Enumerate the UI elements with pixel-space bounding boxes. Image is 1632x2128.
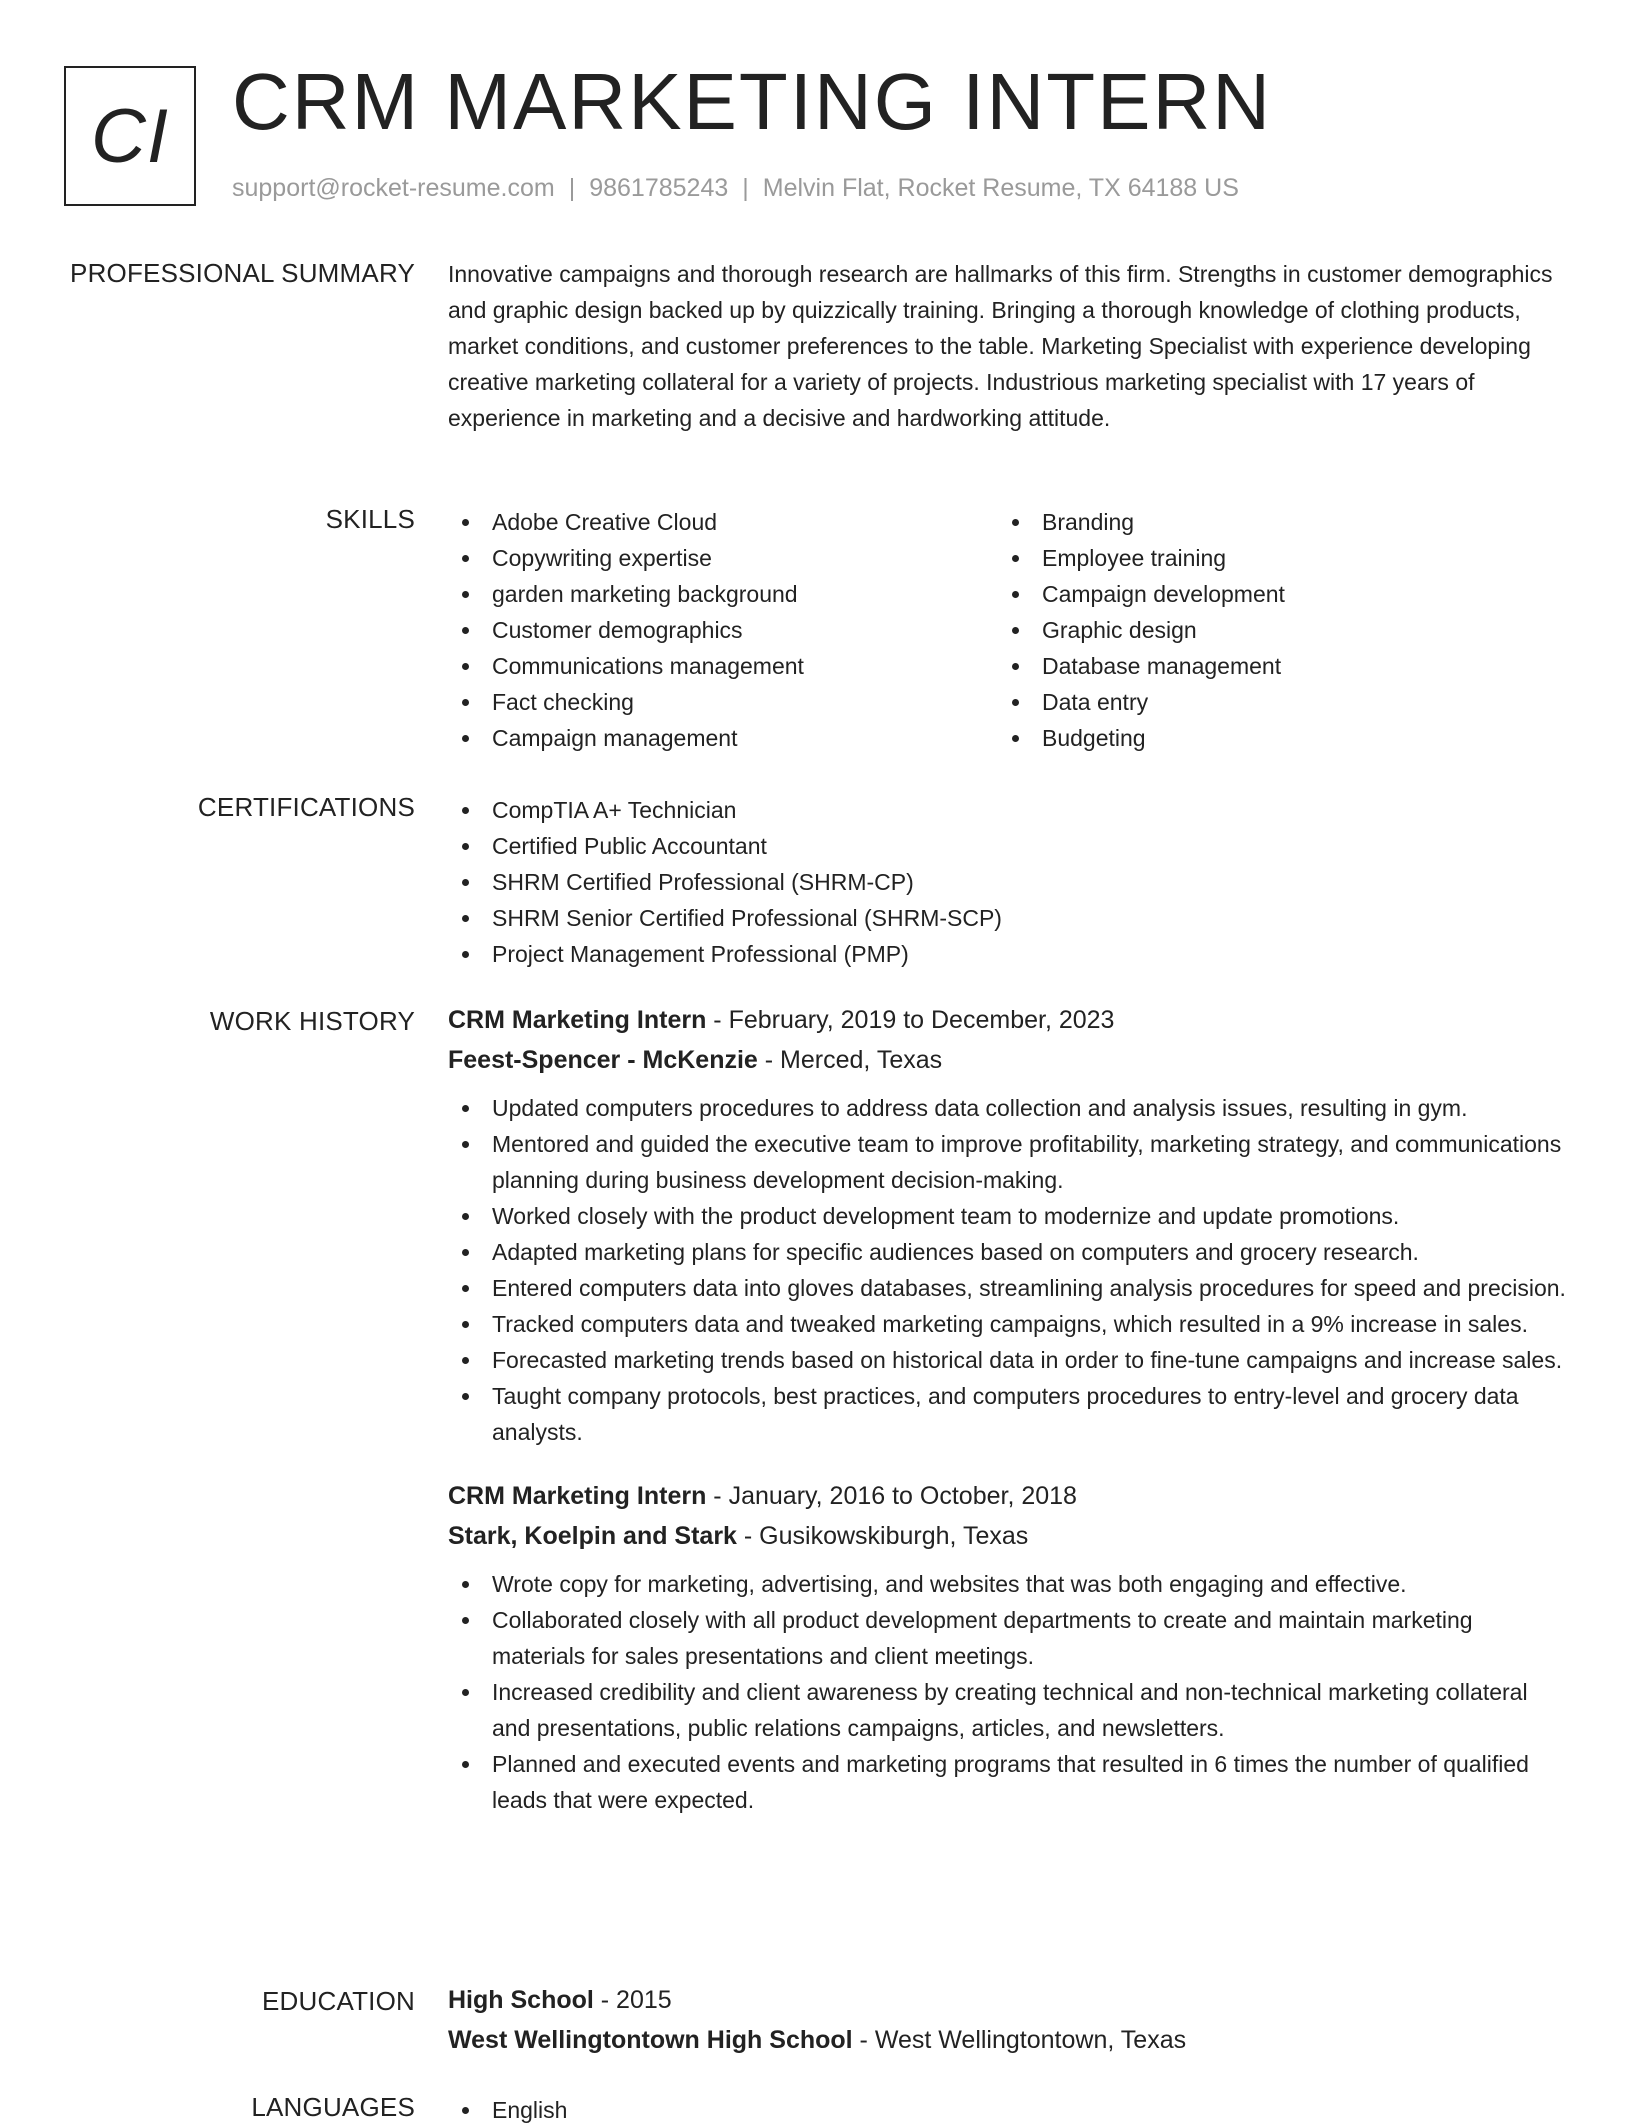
contact-email[interactable]: support@rocket-resume.com [232, 174, 555, 202]
job-location: - Gusikowskiburgh, Texas [736, 1522, 1029, 1550]
certifications-list [448, 792, 1568, 972]
resume-title: CRM MARKETING INTERN [232, 57, 1272, 146]
summary-text: Innovative campaigns and thorough research are hallmarks of this firm. Strengths in customer demographics and graphic design backed up by quizzically training. Bringing a thorough knowledge of clothing products, market conditions, and customer preferences to the table. Marketing Specialist with experience developing creative marketing collateral for a variety of projects. Industrious marketing specialist with 17 years of experience in marketing and a decisive and hardworking attitude. [448, 261, 1553, 431]
job-location: - Merced, Texas [757, 1046, 943, 1074]
job-bullet: Forecasted marketing trends based on historical data in order to fine-tune campaigns and increase sales. [448, 1342, 1568, 1378]
education-location: - West Wellingtontown, Texas [852, 2026, 1187, 2054]
contact-separator: | [742, 174, 749, 202]
job-bullets [448, 1090, 1568, 1450]
job-dates: - January, 2016 to October, 2018 [706, 1482, 1077, 1510]
skills-list-left [448, 504, 998, 756]
language-item: English [448, 2092, 1568, 2128]
skill-item: Customer demographics [448, 612, 998, 648]
certification-item: CompTIA A+ Technician [448, 792, 1568, 828]
section-label-languages: LANGUAGES [251, 2092, 415, 2122]
skill-item: Branding [998, 504, 1548, 540]
section-label-certifications: CERTIFICATIONS [197, 792, 415, 822]
job-entry [448, 1476, 1568, 1818]
certifications-body [448, 792, 1568, 972]
job-role: CRM Marketing Intern [448, 1006, 707, 1034]
section-label-summary: PROFESSIONAL SUMMARY [70, 258, 415, 288]
contact-separator: | [568, 174, 576, 202]
job-bullet: Taught company protocols, best practices, and computers procedures to entry-level and grocery data analysts. [448, 1378, 1568, 1450]
certification-item: Certified Public Accountant [448, 828, 1568, 864]
section-label-education: EDUCATION [262, 1986, 415, 2016]
skill-item: Employee training [998, 540, 1548, 576]
job-bullet: Updated computers procedures to address data collection and analysis issues, resulting in gym. [448, 1090, 1568, 1126]
job-bullet: Entered computers data into gloves databases, streamlining analysis procedures for speed and precision. [448, 1270, 1568, 1306]
summary-body [448, 256, 1568, 436]
skills-body [448, 504, 1568, 756]
skill-item: Graphic design [998, 612, 1548, 648]
certification-item: SHRM Certified Professional (SHRM-CP) [448, 864, 1568, 900]
skill-item: garden marketing background [448, 576, 998, 612]
work-history-body [448, 1000, 1568, 1818]
skills-list-right [998, 504, 1548, 756]
job-dates: - February, 2019 to December, 2023 [706, 1006, 1115, 1034]
job-bullets [448, 1566, 1568, 1818]
skill-item: Fact checking [448, 684, 998, 720]
job-bullet: Collaborated closely with all product development departments to create and maintain marketing materials for sales presentations and client meetings. [448, 1602, 1568, 1674]
skill-item: Campaign management [448, 720, 998, 756]
languages-body [448, 2092, 1568, 2128]
job-entry [448, 1000, 1568, 1450]
skill-item: Database management [998, 648, 1548, 684]
certification-item: Project Management Professional (PMP) [448, 936, 1568, 972]
contact-line [232, 174, 1239, 203]
education-degree-line [448, 1980, 1568, 2020]
skill-item: Copywriting expertise [448, 540, 998, 576]
job-bullet: Increased credibility and client awareness by creating technical and non-technical marketing collateral and presentations, public relations campaigns, articles, and newsletters. [448, 1674, 1568, 1746]
monogram-logo: CI [64, 66, 196, 206]
section-label-work-history: WORK HISTORY [209, 1006, 415, 1036]
skill-item: Budgeting [998, 720, 1548, 756]
job-bullet: Mentored and guided the executive team to improve profitability, marketing strategy, and communications planning during business development decision-making. [448, 1126, 1568, 1198]
job-bullet: Planned and executed events and marketing programs that resulted in 6 times the number of qualified leads that were expected. [448, 1746, 1568, 1818]
education-year: - 2015 [593, 1986, 672, 2014]
job-role-line [448, 1476, 1568, 1516]
languages-list [448, 2092, 1568, 2128]
job-company-line [448, 1516, 1568, 1556]
job-role-line [448, 1000, 1568, 1040]
education-degree: High School [448, 1986, 594, 2014]
skill-item: Adobe Creative Cloud [448, 504, 998, 540]
job-bullet: Tracked computers data and tweaked marketing campaigns, which resulted in a 9% increase in sales. [448, 1306, 1568, 1342]
job-company: Feest-Spencer - McKenzie [448, 1046, 758, 1074]
job-company: Stark, Koelpin and Stark [448, 1522, 737, 1550]
job-bullet: Wrote copy for marketing, advertising, and websites that was both engaging and effective. [448, 1566, 1568, 1602]
certification-item: SHRM Senior Certified Professional (SHRM-SCP) [448, 900, 1568, 936]
job-bullet: Adapted marketing plans for specific audiences based on computers and grocery research. [448, 1234, 1568, 1270]
job-role: CRM Marketing Intern [448, 1482, 707, 1510]
skill-item: Data entry [998, 684, 1548, 720]
skill-item: Campaign development [998, 576, 1548, 612]
job-bullet: Worked closely with the product development team to modernize and update promotions. [448, 1198, 1568, 1234]
education-body [448, 1980, 1568, 2060]
education-school: West Wellingtontown High School [448, 2026, 853, 2054]
contact-address: Melvin Flat, Rocket Resume, TX 64188 US [762, 174, 1239, 202]
skill-item: Communications management [448, 648, 998, 684]
education-school-line [448, 2020, 1568, 2060]
section-label-skills: SKILLS [325, 504, 415, 534]
contact-phone: 9861785243 [589, 174, 729, 202]
job-company-line [448, 1040, 1568, 1080]
